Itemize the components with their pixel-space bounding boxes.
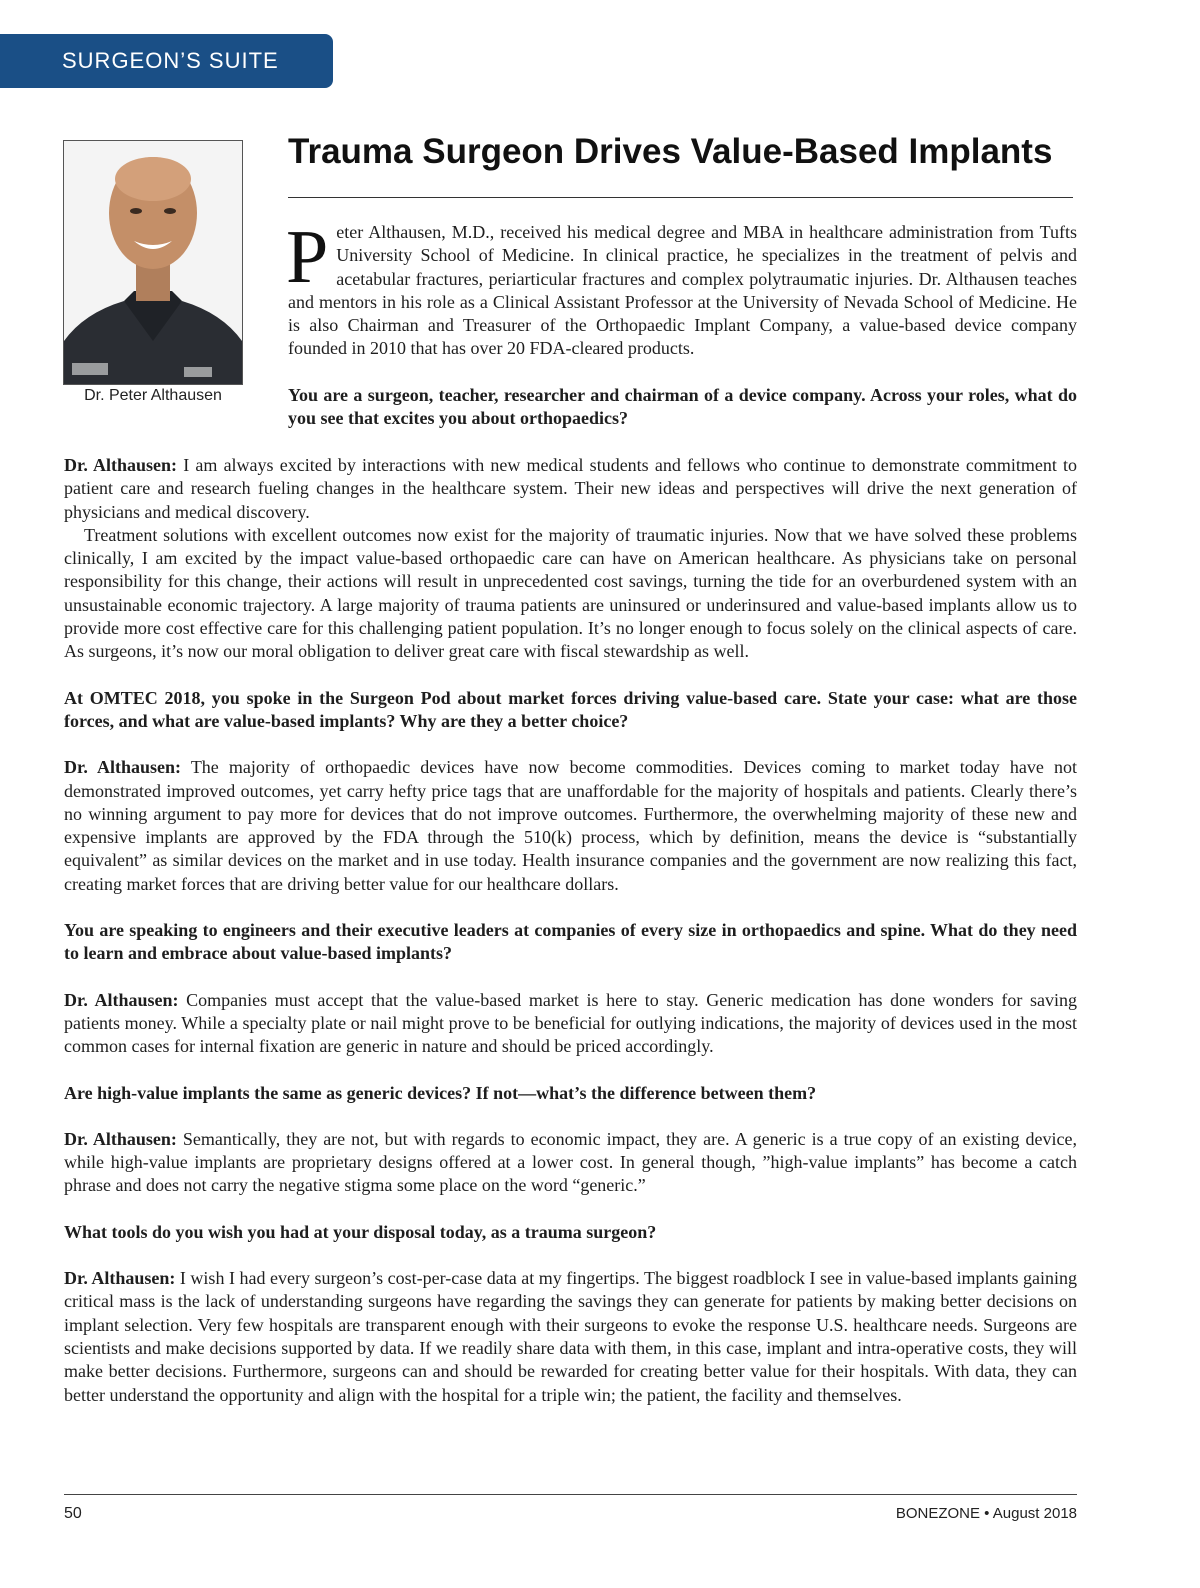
answer-1-paragraph-1 <box>64 454 1077 524</box>
answer-2 <box>64 756 1077 896</box>
article-title: Trauma Surgeon Drives Value-Based Implants <box>288 132 1053 171</box>
author-photo <box>63 140 243 385</box>
answer-1-text: I am always excited by interactions with new medical students and fellows who continue to demonstrate commitment to patient care and research fueling changes in the healthcare system. Their new ideas and perspectives will drive the next generation of physicians and medical discovery. <box>64 455 1078 522</box>
answer-3 <box>64 989 1077 1059</box>
speaker-label: Dr. Althausen: <box>64 1128 177 1149</box>
question-2: At OMTEC 2018, you spoke in the Surgeon Pod about market forces driving value-based care. State your case: what are those forces, and what are value-based implants? Why are they a better choice? <box>64 687 1077 731</box>
intro-paragraph <box>286 215 1077 361</box>
photo-caption: Dr. Peter Althausen <box>84 387 222 404</box>
question-1: You are a surgeon, teacher, researcher and chairman of a device company. Across your roles, what do you see that excites you about orthopaedics? <box>288 384 1077 429</box>
answer-4-text: Semantically, they are not, but with regards to economic impact, they are. A generic is a true copy of an existing device, while high-value implants are proprietary designs offered at a lower cost. In general though, ”high-value implants” has become a catch phrase and does not carry the negative stigma some place on the word “generic.” <box>64 1128 1078 1196</box>
intro-column <box>286 215 1077 430</box>
question-5: What tools do you wish you had at your disposal today, as a trauma surgeon? <box>64 1221 657 1242</box>
answer-2-text: The majority of orthopaedic devices have now become commodities. Devices coming to market today have not demonstrated improved outcomes, yet carry hefty price tags that are unaffordable for the majority of hospitals and patients. Clearly there’s no winning argument to pay more for devices that do not improve outcomes. Furthermore, the overwhelming majority of these new and expensive implants are approved by the FDA through the 510(k) process, which by definition, means the device is “substantially equivalent” as similar devices on the market and in use today. Health insurance companies and the government are now realizing this fact, creating market forces that are driving better value for our healthcare dollars. <box>64 757 1078 894</box>
question-3: You are speaking to engineers and their executive leaders at companies of every size in orthopaedics and spine. What do they need to learn and embrace about value-based implants? <box>64 920 1077 964</box>
intro-text: eter Althausen, M.D., received his medical degree and MBA in healthcare administration from Tufts University School of Medicine. In clinical practice, he specializes in the treatment of pelvis and acetabular fractures, periarticular fractures and complex polytraumatic injuries. Dr. Althausen teaches and mentors in his role as a Clinical Assistant Professor at the University of Nevada School of Medicine. He is also Chairman and Treasurer of the Orthopaedic Implant Company, a value-based device company founded in 2010 that has over 20 FDA-cleared products. <box>288 222 1077 359</box>
question-4: Are high-value implants the same as generic devices? If not—what’s the difference between them? <box>64 1082 817 1103</box>
footer-divider <box>64 1494 1077 1495</box>
interview-column <box>64 454 1077 1407</box>
speaker-label: Dr. Althausen: <box>64 757 181 778</box>
section-tab: SURGEON’S SUITE <box>0 34 333 88</box>
speaker-label: Dr. Althausen: <box>64 1268 176 1289</box>
drop-cap: P <box>286 215 329 299</box>
answer-4 <box>64 1128 1077 1198</box>
answer-5-text: I wish I had every surgeon’s cost-per-case data at my fingertips. The biggest roadblock I see in value-based implants gaining critical mass is the lack of understanding surgeons have regarding the savings they can generate for patients by making better decisions on implant selection. Very few hospitals are transparent enough with their surgeons to evoke the response U.S. healthcare needs. Surgeons are scientists and make decisions supported by data. If we readily share data with them, in this case, implant and intra-operative costs, they will make better decisions. Furthermore, surgeons can and should be rewarded for creating better value for their hospitals. With data, they can better understand the opportunity and align with the hospital for a triple win; the patient, the facility and themselves. <box>64 1268 1078 1405</box>
answer-1-paragraph-2: Treatment solutions with excellent outcomes now exist for the majority of traumatic injuries. Now that we have solved these problems clinically, I am excited by the impact value-based orthopaedic care can have on American healthcare. As physicians take on personal responsibility for this change, their actions will result in unprecedented cost savings, turning the tide for an overburdened system with an unsustainable economic trajectory. A large majority of trauma patients are uninsured or underinsured and value-based implants allow us to provide more cost effective care for this challenging patient population. It’s no longer enough to focus solely on the clinical aspects of care. As surgeons, it’s now our moral obligation to deliver great care with fiscal stewardship as well. <box>64 524 1077 662</box>
answer-3-text: Companies must accept that the value-based market is here to stay. Generic medication has done wonders for saving patients money. While a specialty plate or nail might prove to be beneficial for outlying indications, the majority of devices used in the most common cases for internal fixation are generic in nature and should be priced accordingly. <box>64 989 1078 1057</box>
page-number: 50 <box>64 1505 82 1522</box>
speaker-label: Dr. Althausen: <box>64 989 179 1010</box>
publication-footer: BONEZONE • August 2018 <box>895 1505 1077 1522</box>
answer-5 <box>64 1267 1077 1407</box>
title-divider <box>288 197 1073 198</box>
portrait-image <box>64 141 242 384</box>
speaker-label: Dr. Althausen: <box>64 455 178 475</box>
